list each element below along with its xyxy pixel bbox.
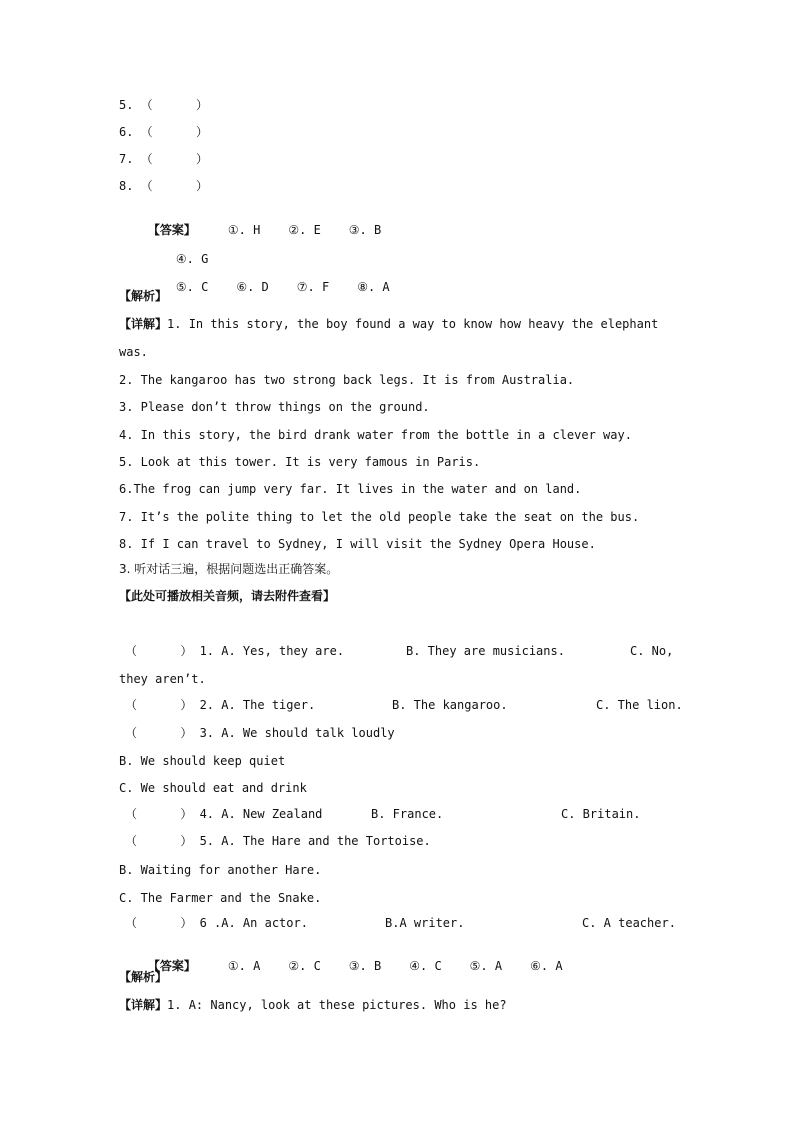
question-1-prefix: （ ） 1. A. Yes, they are. — [125, 644, 345, 658]
question-3-prefix: （ ） 3. A. We should talk loudly — [125, 726, 395, 740]
question-1-cont: they aren’t. — [119, 672, 206, 686]
answer-item: ⑧. A — [357, 280, 390, 294]
answer-label: 【答案】 — [147, 223, 196, 237]
question-3-option-b: B. We should keep quiet — [119, 754, 286, 768]
answer-item: ⑤. C — [175, 280, 209, 294]
answer-item: ⑥. A — [530, 959, 563, 973]
answer-item: ③. B — [348, 959, 382, 973]
question-4-option-c: C. Britain. — [561, 807, 641, 821]
question-2-option-c: C. The lion. — [596, 698, 683, 712]
answer-item: ①. A — [227, 959, 261, 973]
question-2-prefix: （ ） 2. A. The tiger. — [125, 698, 316, 712]
detail-label: 【详解】 — [119, 317, 168, 331]
answer-item: ①. H — [227, 223, 261, 237]
analysis-label: 【解析】 — [119, 289, 168, 303]
question-5-prefix: （ ） 5. A. The Hare and the Tortoise. — [125, 834, 431, 848]
question-4-option-b: B. France. — [371, 807, 444, 821]
detail-line-6: 6.The frog can jump very far. It lives in the water and on land. — [119, 482, 582, 496]
detail-label: 【详解】 — [119, 998, 168, 1012]
question-6-option-b: B.A writer. — [385, 916, 465, 930]
detail-line-1: 【详解】1. In this story, the boy found a way to know how heavy the elephant — [119, 317, 659, 331]
answer-label: 【答案】 — [147, 959, 196, 973]
blank-line-7: 7. （ ） — [119, 152, 209, 166]
detail-line-2: 2. The kangaroo has two strong back legs. It is from Australia. — [119, 373, 575, 387]
detail-line-8: 8. If I can travel to Sydney, I will visit the Sydney Opera House. — [119, 537, 596, 551]
answer-item: ⑦. F — [296, 280, 330, 294]
answer-item: ②. C — [288, 959, 321, 973]
detail-line-3: 3. Please don’t throw things on the ground. — [119, 400, 430, 414]
question-5-option-b: B. Waiting for another Hare. — [119, 863, 322, 877]
question-3-option-c: C. We should eat and drink — [119, 781, 307, 795]
question-5-option-c: C. The Farmer and the Snake. — [119, 891, 322, 905]
question-6-option-c: C. A teacher. — [582, 916, 676, 930]
detail-line-5: 5. Look at this tower. It is very famous in Paris. — [119, 455, 481, 469]
detail-line-7: 7. It’s the polite thing to let the old people take the seat on the bus. — [119, 510, 640, 524]
answer-item: ⑤. A — [469, 959, 503, 973]
detail-line-1-cont: was. — [119, 345, 148, 359]
analysis-label: 【解析】 — [119, 970, 168, 984]
blank-line-8: 8. （ ） — [119, 179, 209, 193]
answer-item: ⑥. D — [236, 280, 269, 294]
answer-row-section3 — [119, 942, 563, 990]
answer-item: ④. G — [175, 252, 209, 266]
section-heading: 3. 听对话三遍，根据问题选出正确答案。 — [119, 562, 339, 576]
blank-line-6: 6. （ ） — [119, 125, 209, 139]
answer-row-3 — [147, 263, 390, 311]
answer-item: ④. C — [409, 959, 442, 973]
detail-line-first: 【详解】1. A: Nancy, look at these pictures. Who is he? — [119, 998, 507, 1012]
answer-item: ③. B — [348, 223, 382, 237]
detail-line-4: 4. In this story, the bird drank water from the bottle in a clever way. — [119, 428, 632, 442]
answer-item: ②. E — [288, 223, 321, 237]
question-6-prefix: （ ） 6 .A. An actor. — [125, 916, 308, 930]
question-1-option-b: B. They are musicians. — [406, 644, 565, 658]
question-2-option-b: B. The kangaroo. — [392, 698, 508, 712]
question-1-option-c: C. No, — [630, 644, 674, 658]
audio-note: 【此处可播放相关音频，请去附件查看】 — [119, 589, 336, 603]
blank-line-5: 5. （ ） — [119, 98, 209, 112]
question-4-prefix: （ ） 4. A. New Zealand — [125, 807, 323, 821]
